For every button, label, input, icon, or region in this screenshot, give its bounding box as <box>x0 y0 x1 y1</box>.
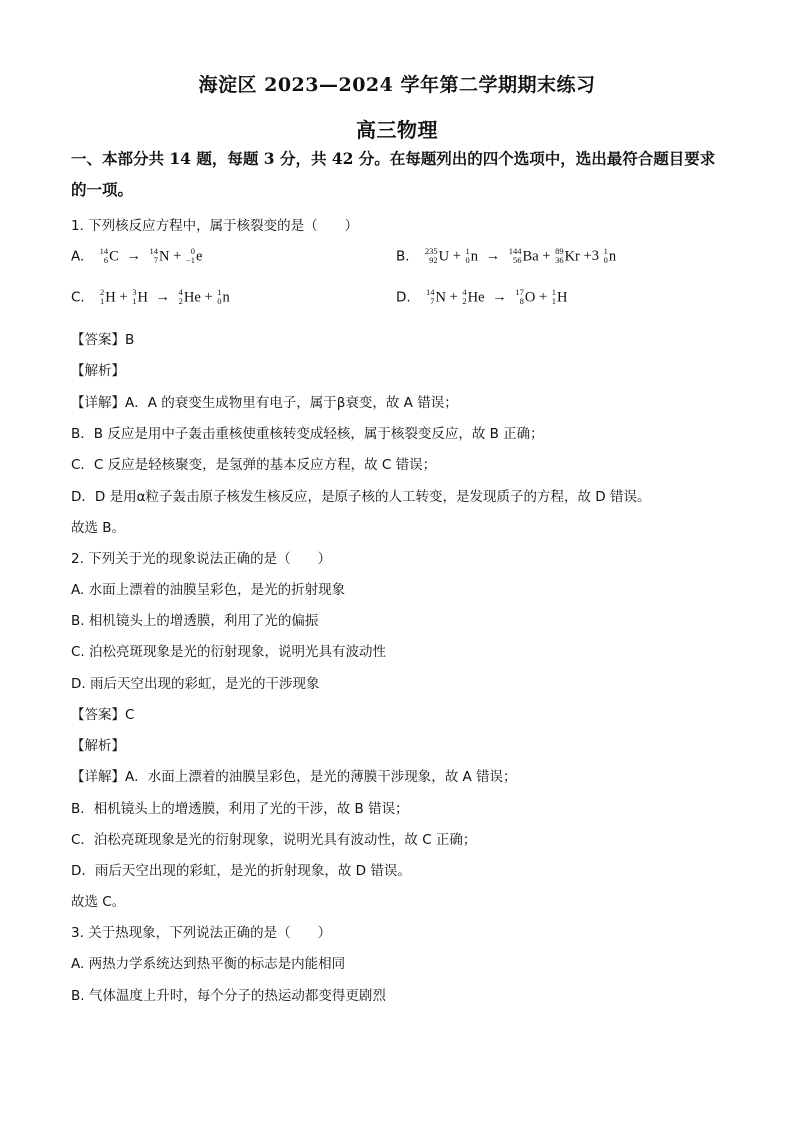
q3-option-b: B. 气体温度上升时，每个分子的热运动都变得更剧烈 <box>71 988 386 1004</box>
q2-option-c: C. 泊松亮斑现象是光的衍射现象，说明光具有波动性 <box>71 644 387 660</box>
section-heading <box>71 143 731 205</box>
q2-option-a: A. 水面上漂着的油膜呈彩色，是光的折射现象 <box>71 582 346 598</box>
q2-analysis-label: 【解析】 <box>71 738 125 754</box>
q1-option-c-label: C. <box>71 289 85 306</box>
q2-option-b: B. 相机镜头上的增透膜，利用了光的偏振 <box>71 613 319 629</box>
q1-option-b-equation: 235 92 U + 1 0 n → 144 56 Ba + 89 36 Kr +3 1 0 n <box>424 246 617 265</box>
q1-answer: 【答案】B <box>71 332 135 348</box>
q2-option-d: D. 雨后天空出现的彩虹，是光的干涉现象 <box>71 676 320 692</box>
q1-option-a-equation: 14 6 C → 14 7 N + 0 −1 e <box>99 246 203 265</box>
q3-option-a: A. 两热力学系统达到热平衡的标志是内能相同 <box>71 956 346 972</box>
q1-detail-line-1: 【详解】A．A 的衰变生成物里有电子，属于β衰变，故 A 错误； <box>71 395 458 411</box>
q1-analysis-label: 【解析】 <box>71 363 125 379</box>
q1-stem: 1. 下列核反应方程中，属于核裂变的是（ ） <box>71 218 359 234</box>
q2-conclusion: 故选 C。 <box>71 894 126 910</box>
q1-detail-line-3: C．C 反应是轻核聚变，是氢弹的基本反应方程，故 C 错误； <box>71 457 437 473</box>
q2-detail-line-1: 【详解】A．水面上漂着的油膜呈彩色，是光的薄膜干涉现象，故 A 错误； <box>71 769 517 785</box>
q1-detail-line-2: B．B 反应是用中子轰击重核使重核转变成轻核，属于核裂变反应，故 B 正确； <box>71 426 544 442</box>
q3-stem: 3. 关于热现象，下列说法正确的是（ ） <box>71 925 332 941</box>
exam-title: 海淀区 2023—2024 学年第二学期期末练习 <box>198 74 596 96</box>
q1-option-d-label: D. <box>396 289 411 306</box>
section-heading-line-1: 一、本部分共 14 题，每题 3 分，共 42 分。在每题列出的四个选项中，选出最符合题目要求 <box>71 149 716 168</box>
q1-option-c <box>71 289 230 307</box>
q1-option-c-equation: 2 1 H + 3 1 H → 4 2 He + 1 0 n <box>100 287 230 306</box>
q2-answer: 【答案】C <box>71 707 135 723</box>
q2-detail-line-3: C．泊松亮斑现象是光的衍射现象，说明光具有波动性，故 C 正确； <box>71 832 477 848</box>
q1-option-d <box>396 289 567 307</box>
q1-option-a-label: A. <box>71 248 85 265</box>
q1-option-a <box>71 248 202 266</box>
q1-option-d-equation: 14 7 N + 4 2 He → 17 8 O + 1 1 H <box>425 287 568 306</box>
q2-detail-line-2: B．相机镜头上的增透膜，利用了光的干涉，故 B 错误； <box>71 801 409 817</box>
q1-conclusion: 故选 B。 <box>71 520 126 536</box>
q1-option-b-label: B. <box>396 248 410 265</box>
section-heading-line-2: 的一项。 <box>71 180 134 199</box>
q2-detail-line-4: D．雨后天空出现的彩虹，是光的折射现象，故 D 错误。 <box>71 863 411 879</box>
subject-title: 高三物理 <box>356 118 438 142</box>
q1-detail-line-4: D．D 是用α粒子轰击原子核发生核反应，是原子核的人工转变，是发现质子的方程，故 D 错误。 <box>71 489 651 505</box>
q2-stem: 2. 下列关于光的现象说法正确的是（ ） <box>71 551 332 567</box>
q1-option-b <box>396 248 616 266</box>
